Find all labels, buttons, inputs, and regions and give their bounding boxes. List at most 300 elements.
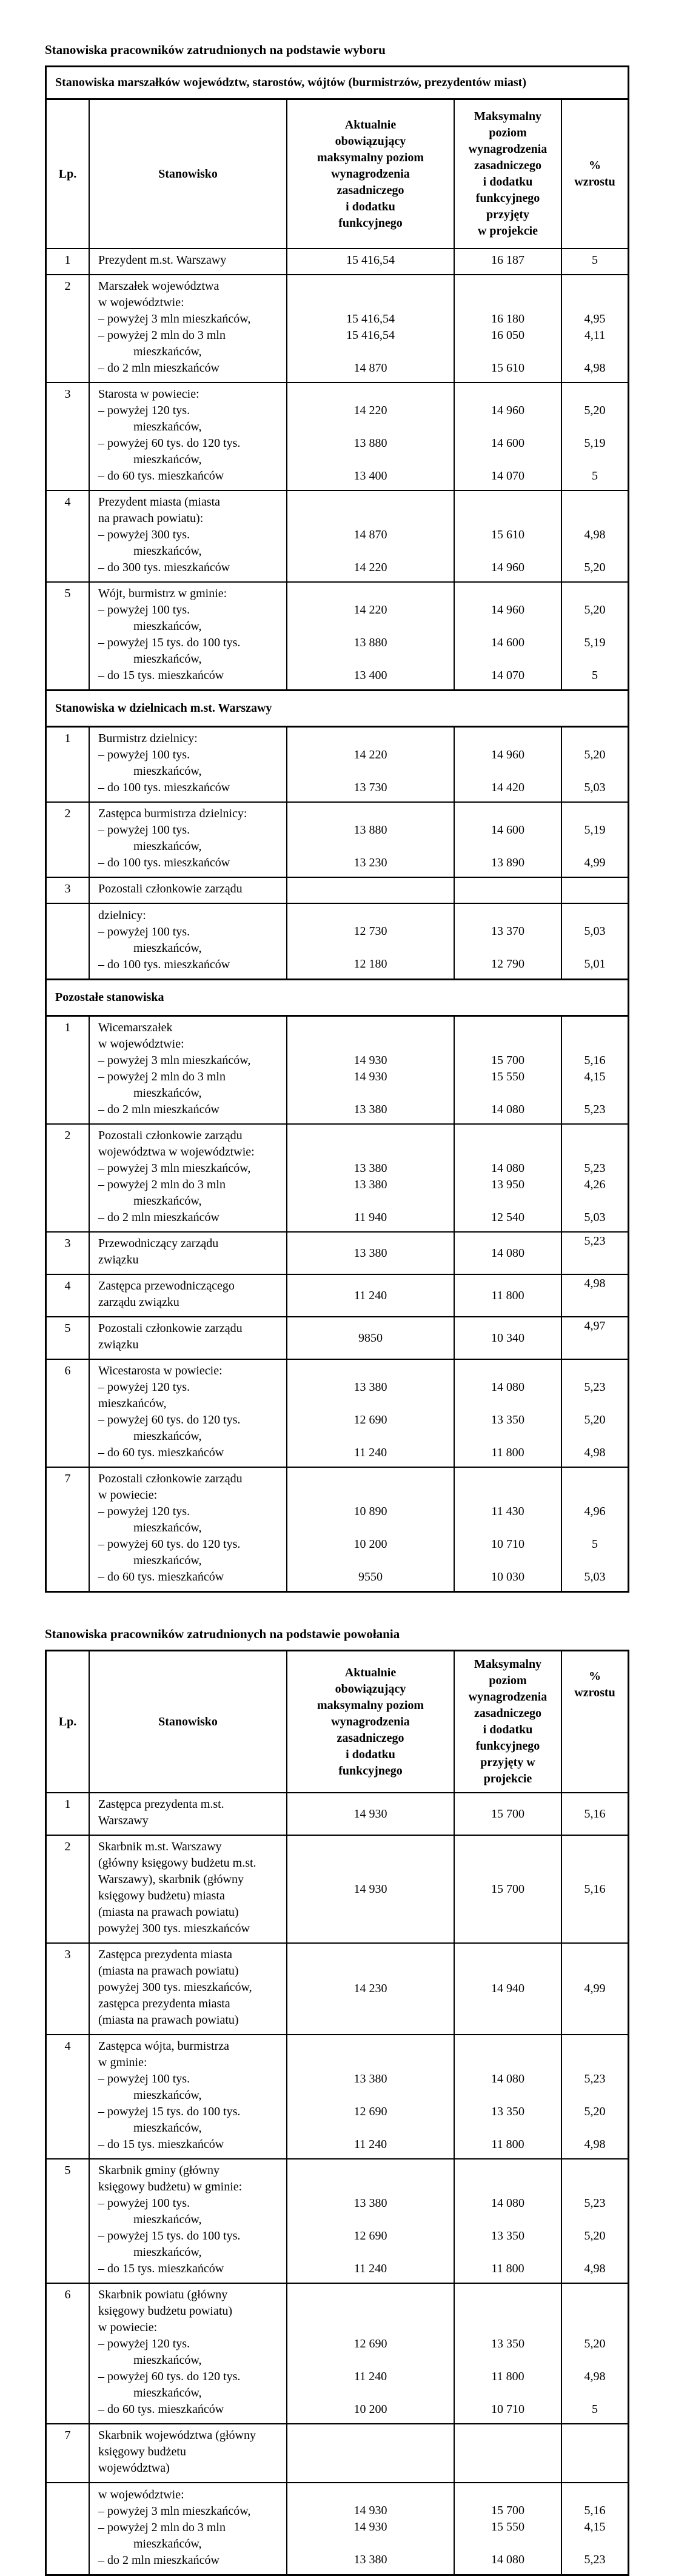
stanowisko-line: – powyżej 2 mln do 3 mln [98,1070,226,1083]
value [287,2385,454,2401]
col-header-lp: Lp. [58,1715,77,1728]
header-line: przyjęty [486,208,530,221]
growth-value [562,2038,628,2055]
growth-value: 5,19 [584,823,606,837]
stanowisko-cell [89,2284,286,2423]
stanowisko-line: – powyżej 3 mln mieszkańców, [98,2504,251,2518]
section-header [47,689,628,726]
stanowisko-line: w województwie: [98,1037,184,1051]
growth-value [562,806,628,822]
growth-value: 5 [592,669,598,682]
header-line: obowiązujący [335,1682,406,1696]
value: 13 380 [353,2072,387,2086]
stanowisko-cell [89,878,286,903]
value-project-cell [454,275,561,382]
lp-number: 2 [64,807,71,820]
growth-cell [561,1468,628,1591]
stanowisko-cell [89,1125,286,1231]
value: 14 930 [353,2504,387,2517]
col-header-stanowisko: Stanowisko [89,100,286,248]
value: 13 950 [491,1178,524,1191]
growth-value [562,2163,628,2179]
value: 14 080 [491,2072,524,2086]
stanowisko-line: – do 2 mln mieszkańców [98,1103,219,1116]
growth-value: 5,01 [584,957,606,971]
stanowisko-line: Zastępca prezydenta miasta [98,1948,232,1961]
value: 12 790 [491,957,524,971]
value: 10 710 [491,1537,524,1551]
stanowisko-cell [89,1793,286,1835]
growth-value [562,731,628,747]
stanowisko-line: mieszkańców, [133,2386,202,2400]
value [287,452,454,468]
value: 16 187 [491,253,524,267]
lp-cell [47,728,89,801]
lp-cell [47,2424,89,2482]
value-current-cell [286,491,454,581]
growth-value [562,2320,628,2336]
value-current-cell [286,1125,454,1231]
value [455,2385,561,2401]
value: 13 380 [353,1178,387,1191]
value-current-cell [286,249,454,274]
section-title: Pozostałe stanowiska [55,991,164,1004]
value [455,2427,561,2444]
growth-value: 5,23 [584,1103,606,1116]
value-project-cell [454,583,561,689]
header-line: Aktualnie [344,118,397,132]
value [287,1520,454,1536]
value: 15 416,54 [346,329,395,342]
col-header-project [454,100,561,248]
growth-cell [561,383,628,490]
value [287,2486,454,2503]
table-row [47,1792,628,1835]
lp-number: 2 [64,1129,71,1142]
value [455,1020,561,1036]
stanowisko-line: Marszałek województwa [98,279,219,293]
stanowisko-line: – powyżej 3 mln mieszkańców, [98,312,251,326]
stanowisko-line: Wicestarosta w powiecie: [98,1364,223,1377]
value [455,452,561,468]
value: 9850 [358,1331,383,1345]
lp-cell [47,1275,89,1316]
stanowisko-line: – powyżej 3 mln mieszkańców, [98,1054,251,1067]
value: 14 080 [491,2553,524,2566]
value: 13 350 [491,2229,524,2243]
growth-value [562,2352,628,2369]
value [455,2163,561,2179]
growth-value: 4,98 [584,2262,606,2275]
section-title: Stanowiska marszałków województw, starostów, wójtów (burmistrzów, prezydentów miast) [55,76,526,89]
growth-value: 5,23 [584,2553,606,2566]
growth-value [562,1144,628,1160]
value [287,2120,454,2136]
header-line: zasadniczego [474,159,542,172]
growth-cell [561,1233,628,1274]
value: 12 690 [353,2229,387,2243]
value: 11 240 [353,1446,387,1459]
lp-number: 4 [64,2039,71,2053]
growth-value: 4,98 [584,528,606,541]
value-project-cell [454,803,561,877]
col-header-growth [561,1651,628,1792]
growth-cell [561,2483,628,2574]
growth-value [562,1363,628,1379]
header-line: i dodatku [483,1723,533,1736]
value: 11 940 [353,1211,387,1224]
value: 13 380 [353,1380,387,1394]
value [287,2535,454,2552]
header-line: % [589,159,601,172]
value: 13 380 [353,1162,387,1175]
value [287,731,454,747]
header-line: Maksymalny [474,110,542,123]
stanowisko-line: – powyżej 2 mln do 3 mln [98,2521,226,2534]
value-current-cell [286,1275,454,1316]
value [287,651,454,667]
lp-number: 1 [64,1021,71,1034]
value [287,386,454,403]
growth-value [562,907,628,923]
value-project-cell [454,2035,561,2158]
value-project-cell [454,491,561,581]
growth-cell [561,1793,628,1835]
stanowisko-line: powyżej 300 tys. mieszkańców, [98,1981,252,1994]
growth-value [562,1471,628,1487]
value: 12 540 [491,1211,524,1224]
stanowisko-line: – do 2 mln mieszkańców [98,361,219,375]
value: 14 080 [491,1380,524,1394]
growth-cell [561,1125,628,1231]
value: 14 070 [491,669,524,682]
value: 15 610 [491,528,524,541]
value [287,1128,454,1144]
value: 14 930 [353,1882,387,1896]
value: 15 550 [491,1070,524,1083]
growth-value [562,2179,628,2195]
stanowisko-line: Skarbnik m.st. Warszawy [98,1840,222,1853]
stanowisko-line: mieszkańców, [133,2121,202,2135]
growth-value [562,763,628,780]
value-current-cell [286,1017,454,1123]
value: 13 350 [491,1413,524,1427]
lp-cell [47,1793,89,1835]
stanowisko-line: w województwie: [98,296,184,309]
value [287,2287,454,2303]
value: 15 550 [491,2520,524,2534]
growth-value [562,386,628,403]
stanowisko-cell [89,1944,286,2034]
header-line: poziom [489,126,527,139]
value: 15 700 [491,1882,524,1896]
value: 12 690 [353,2105,387,2118]
value-project-cell [454,728,561,801]
value [287,1036,454,1052]
growth-cell [561,249,628,274]
column-header-row [47,1651,628,1792]
value [455,2087,561,2104]
value [455,907,561,923]
stanowisko-cell [89,1836,286,1942]
stanowisko-line: związku [98,1338,139,1351]
value [287,1428,454,1445]
stanowisko-line: – powyżej 60 tys. do 120 tys. [98,437,241,450]
value [455,763,561,780]
stanowisko-line: Zastępca przewodniczącego [98,1279,235,1293]
value: 13 880 [353,823,387,837]
value-current-cell [286,1468,454,1591]
growth-value [562,1193,628,1209]
growth-value [562,419,628,435]
growth-value [562,1396,628,1412]
value [287,2427,454,2444]
growth-value [562,2427,628,2444]
value [287,1193,454,1209]
stanowisko-line: powyżej 300 tys. mieszkańców [98,1922,250,1935]
stanowisko-line: Skarbnik powiatu (główny [98,2288,228,2301]
value-current-cell [286,1233,454,1274]
lp-number: 5 [64,2164,71,2177]
lp-number: 1 [64,732,71,745]
value: 14 930 [353,1807,387,1821]
growth-value: 5,16 [584,1054,606,1067]
stanowisko-cell [89,275,286,382]
value: 14 930 [353,1070,387,1083]
stanowisko-line: województwa w województwie: [98,1145,255,1159]
lp-cell [47,904,89,979]
stanowisko-line: Pozostali członkowie zarządu [98,1322,243,1335]
value: 10 340 [491,1331,524,1345]
value [455,386,561,403]
value [455,1428,561,1445]
value-current-cell [286,1317,454,1359]
stanowisko-cell [89,249,286,274]
stanowisko-line: księgowy budżetu powiatu) [98,2304,233,2318]
col-header-stanowisko: Stanowisko [89,1651,286,1792]
value: 15 700 [491,2504,524,2517]
table-row [47,382,628,490]
lp-number: 3 [64,882,71,895]
stanowisko-line: Zastępca burmistrza dzielnicy: [98,807,247,820]
stanowisko-line: – powyżej 120 tys. [98,1505,190,1518]
value [455,1471,561,1487]
stanowisko-cell [89,1017,286,1123]
value [455,1128,561,1144]
lp-number: 4 [64,495,71,509]
growth-value: 4,96 [584,1505,606,1518]
value-current-cell [286,1793,454,1835]
lp-cell [47,1944,89,2034]
table-row [47,1015,628,1123]
value: 12 730 [353,925,387,938]
growth-value: 4,99 [584,856,606,869]
value-current-cell [286,2424,454,2482]
growth-value [562,1085,628,1102]
value [455,806,561,822]
growth-cell [561,728,628,801]
stanowisko-line: mieszkańców, [133,2089,202,2102]
table-row [47,1316,628,1359]
growth-cell [561,583,628,689]
table-row [47,903,628,979]
header-line: projekcie [483,1772,532,1785]
table-row [47,1274,628,1316]
stanowisko-line: – do 2 mln mieszkańców [98,2554,219,2567]
growth-value [562,2486,628,2503]
value: 14 870 [353,361,387,375]
lp-number: 7 [64,2429,71,2442]
stanowisko-line: Pozostali członkowie zarządu [98,1129,243,1142]
table-row [47,2283,628,2423]
lp-cell [47,383,89,490]
lp-cell [47,1836,89,1942]
stanowisko-line: mieszkańców, [133,2354,202,2367]
value [455,881,561,897]
stanowisko-line: zastępca prezydenta miasta [98,1997,230,2010]
stanowisko-line: – powyżej 100 tys. [98,2072,190,2086]
lp-number [47,907,89,923]
value [455,344,561,360]
stanowisko-line: mieszkańców, [133,2246,202,2259]
stanowisko-line: – powyżej 100 tys. [98,925,190,938]
growth-cell [561,1944,628,2034]
value [287,278,454,295]
lp-cell [47,249,89,274]
stanowisko-cell [89,904,286,979]
value [455,295,561,311]
value-project-cell [454,904,561,979]
value [455,838,561,855]
header-line: funkcyjnego [475,192,540,205]
stanowisko-line: Skarbnik województwa (główny [98,2429,256,2442]
stanowisko-line: – do 15 tys. mieszkańców [98,2262,224,2275]
lp-cell [47,803,89,877]
stanowisko-line: – powyżej 100 tys. [98,2196,190,2210]
stanowisko-line: na prawach powiatu): [98,512,204,525]
value: 9550 [358,1570,383,1584]
header-line: wynagrodzenia [331,167,410,181]
table-row [47,2423,628,2482]
growth-cell [561,1275,628,1316]
stanowisko-line: mieszkańców, [133,544,202,558]
value: 15 610 [491,361,524,375]
value-project-cell [454,2424,561,2482]
value [287,2303,454,2320]
value [455,651,561,667]
table-row [47,1835,628,1942]
value: 11 800 [491,1446,524,1459]
value: 10 710 [491,2403,524,2416]
stanowisko-line: – powyżej 60 tys. do 120 tys. [98,2370,241,2383]
col-header-growth [561,100,628,248]
value: 11 240 [353,2138,387,2151]
lp-number [47,2486,89,2503]
value: 13 880 [353,636,387,649]
value: 14 930 [353,2520,387,2534]
value-project-cell [454,1233,561,1274]
growth-cell [561,2035,628,2158]
growth-value: 5 [592,1537,598,1551]
value: 13 890 [491,856,524,869]
table-row [47,877,628,903]
stanowisko-line: Wójt, burmistrz w gminie: [98,587,227,600]
value [287,2163,454,2179]
value [455,586,561,602]
growth-value [562,510,628,527]
stanowisko-line: mieszkańców, [133,652,202,666]
growth-value: 5,20 [584,748,606,761]
value: 13 380 [353,2553,387,2566]
value-project-cell [454,2159,561,2283]
lp-cell [47,275,89,382]
value [455,2038,561,2055]
lp-cell [47,1233,89,1274]
value [287,1553,454,1569]
value [287,1471,454,1487]
stanowisko-line: dzielnicy: [98,909,146,922]
value [287,1363,454,1379]
lp-cell [47,878,89,903]
stanowisko-cell [89,2159,286,2283]
lp-cell [47,491,89,581]
column-header-row [47,98,628,248]
growth-value [562,543,628,560]
value [455,1487,561,1504]
value [455,2303,561,2320]
value-project-cell [454,1125,561,1231]
growth-value: 5,20 [584,2337,606,2350]
value [287,1144,454,1160]
growth-value: 5,23 [584,2072,606,2086]
stanowisko-line: – do 60 tys. mieszkańców [98,469,224,483]
value [287,2087,454,2104]
table-row [47,1231,628,1274]
lp-cell [47,2483,89,2574]
lp-number: 7 [64,1472,71,1485]
lp-cell [47,583,89,689]
section-header [47,67,628,98]
growth-value [562,278,628,295]
value: 14 600 [491,437,524,450]
header-line: przyjęty w [480,1756,535,1769]
value: 13 730 [353,781,387,794]
stanowisko-line: Pozostali członkowie zarządu [98,882,243,895]
value [455,543,561,560]
value [455,1193,561,1209]
stanowisko-line: – powyżej 120 tys. [98,1380,190,1394]
stanowisko-line: Zastępca prezydenta m.st. [98,1798,224,1811]
value: 12 690 [353,2337,387,2350]
growth-value: 4,11 [584,329,606,342]
value: 15 700 [491,1807,524,1821]
value: 13 380 [353,2196,387,2210]
value-current-cell [286,1836,454,1942]
value-current-cell [286,878,454,903]
stanowisko-line: mieszkańców, [133,1086,202,1100]
value [287,907,454,923]
header-line: funkcyjnego [338,1764,403,1778]
stanowisko-line: mieszkańców, [133,620,202,633]
value [455,2212,561,2228]
value [287,1085,454,1102]
stanowisko-line: (główny księgowy budżetu m.st. [98,1856,256,1870]
value: 15 416,54 [346,253,395,267]
value [287,295,454,311]
stanowisko-line: województwa) [98,2461,170,2475]
stanowisko-line: księgowy budżetu) w gminie: [98,2180,243,2193]
growth-value: 4,99 [584,1982,606,1995]
